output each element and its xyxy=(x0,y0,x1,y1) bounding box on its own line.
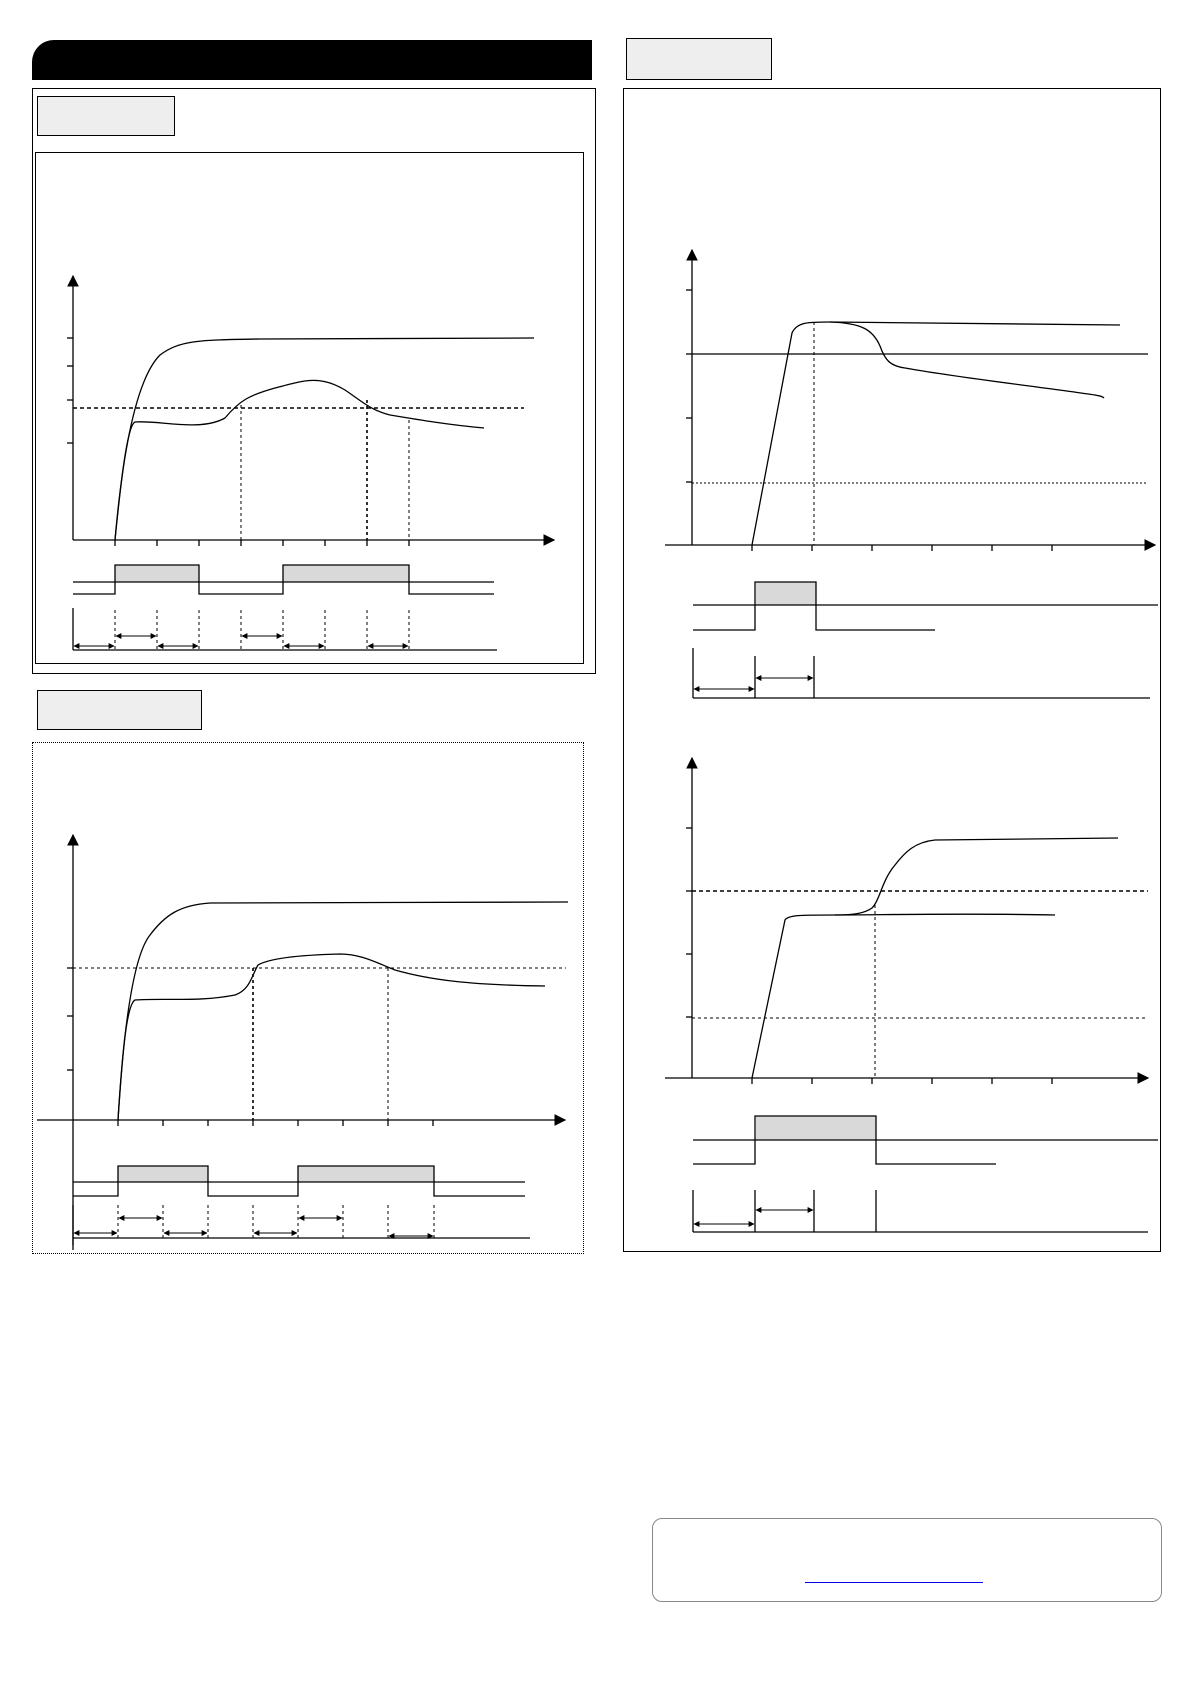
upper-curve xyxy=(115,338,534,540)
interval-arrows xyxy=(694,1210,813,1224)
pulse-2 xyxy=(283,565,409,582)
pulse-1 xyxy=(115,565,199,582)
x-ticks xyxy=(752,545,1052,551)
link-underline xyxy=(805,1582,983,1583)
y-ticks xyxy=(67,338,73,443)
process-curve xyxy=(752,322,1120,545)
website-link[interactable] xyxy=(805,1567,983,1583)
x-ticks xyxy=(115,540,409,546)
y-ticks xyxy=(67,968,73,1070)
timing-dividers xyxy=(115,610,409,650)
event-markers xyxy=(241,400,409,540)
x-ticks xyxy=(752,1078,1052,1084)
diagram-1 xyxy=(67,276,554,650)
pulse xyxy=(756,582,816,605)
event-markers xyxy=(253,968,388,1120)
contact-note-box xyxy=(652,1518,1162,1602)
lower-curve xyxy=(118,954,545,1120)
x-ticks xyxy=(118,1120,433,1126)
interval-arrows xyxy=(74,1218,433,1236)
pulse xyxy=(756,1116,876,1140)
y-ticks xyxy=(686,290,692,482)
upper-curve xyxy=(118,902,568,1120)
diagram-3 xyxy=(665,250,1158,698)
diagram-4 xyxy=(665,758,1158,1232)
process-curve-2 xyxy=(830,322,1104,398)
process-curve xyxy=(752,838,1118,1078)
interval-arrows xyxy=(694,678,813,689)
y-ticks xyxy=(686,828,692,1017)
pulse-1 xyxy=(118,1166,208,1182)
process-curve-2 xyxy=(835,914,1055,915)
pulse-2 xyxy=(298,1166,434,1182)
lower-curve xyxy=(115,380,484,540)
diagram-2 xyxy=(37,835,568,1250)
